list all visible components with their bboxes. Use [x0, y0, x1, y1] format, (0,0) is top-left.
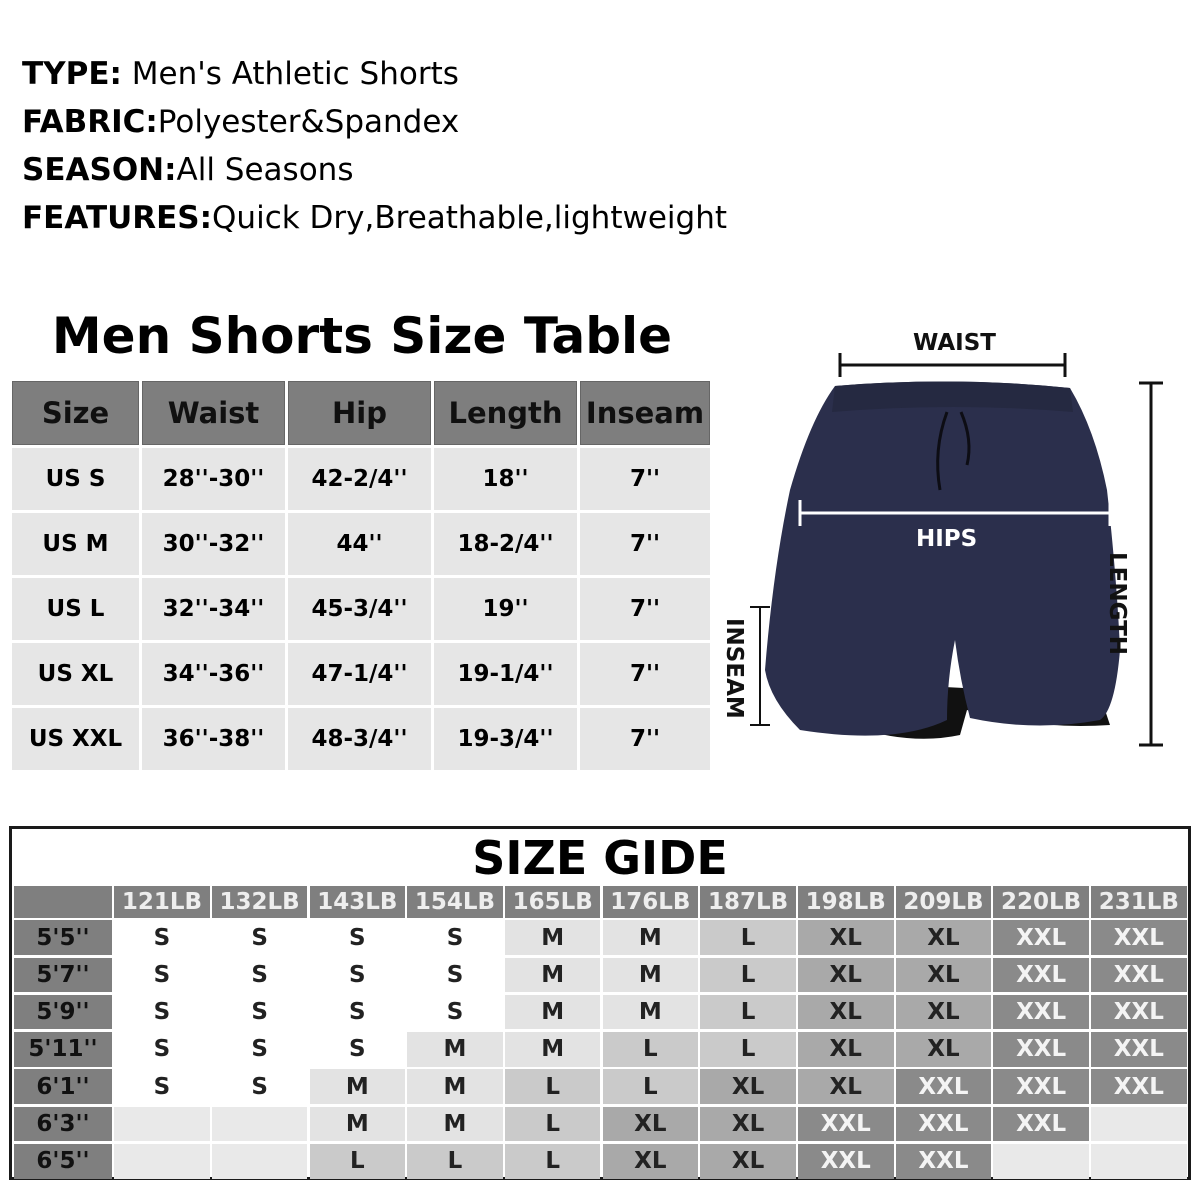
size-guide-cell: XL	[798, 1032, 894, 1067]
size-table-cell: 47-1/4''	[288, 643, 431, 705]
size-guide-cell: XXL	[1091, 1069, 1187, 1104]
size-table-cell: 30''-32''	[142, 513, 285, 575]
size-guide-height-header: 5'5''	[14, 920, 112, 955]
size-guide-cell: S	[212, 958, 308, 993]
info-line-fabric	[22, 102, 782, 150]
size-guide-cell: L	[407, 1144, 503, 1179]
size-table-cell: 7''	[580, 448, 710, 510]
size-guide-cell: L	[700, 920, 796, 955]
size-guide-height-header: 5'9''	[14, 995, 112, 1030]
product-info	[22, 54, 782, 246]
size-guide-height-header: 6'5''	[14, 1144, 112, 1179]
size-guide-cell: L	[700, 995, 796, 1030]
info-line-features	[22, 198, 782, 246]
size-table-cell: 7''	[580, 513, 710, 575]
size-guide-cell: XL	[700, 1069, 796, 1104]
size-guide-cell: L	[700, 958, 796, 993]
size-guide-cell: S	[114, 995, 210, 1030]
size-table-cell: 45-3/4''	[288, 578, 431, 640]
size-guide-cell: M	[603, 920, 699, 955]
size-guide-cell: M	[407, 1107, 503, 1142]
size-table-cell: US M	[12, 513, 139, 575]
length-measure-line	[1139, 383, 1163, 745]
size-table-cell: US XL	[12, 643, 139, 705]
waist-label: WAIST	[913, 330, 996, 356]
size-guide-cell: S	[212, 920, 308, 955]
size-guide-height-header: 5'11''	[14, 1032, 112, 1067]
size-guide-cell: XL	[896, 958, 992, 993]
size-guide-cell: L	[505, 1144, 601, 1179]
size-guide-weight-header: 176LB	[603, 886, 699, 918]
size-guide-cell	[212, 1144, 308, 1179]
size-guide-weight-header: 154LB	[407, 886, 503, 918]
size-table-cell: 19''	[434, 578, 577, 640]
info-value: Men's Athletic Shorts	[121, 56, 459, 92]
size-guide-cell: L	[603, 1032, 699, 1067]
size-guide-weight-header: 143LB	[310, 886, 406, 918]
size-guide-cell: XXL	[993, 1107, 1089, 1142]
size-guide-cell: S	[310, 920, 406, 955]
size-guide-cell: S	[407, 920, 503, 955]
size-table-cell: 7''	[580, 643, 710, 705]
waist-measure-line	[840, 353, 1065, 377]
size-guide-cell: XXL	[896, 1069, 992, 1104]
size-table-cell: 19-1/4''	[434, 643, 577, 705]
size-guide-cell: XL	[700, 1144, 796, 1179]
size-guide-cell: XL	[603, 1107, 699, 1142]
size-guide	[9, 826, 1191, 1180]
size-table-cell: 32''-34''	[142, 578, 285, 640]
info-line-type	[22, 54, 782, 102]
size-table-header: Length	[434, 381, 577, 445]
size-guide-weight-header: 121LB	[114, 886, 210, 918]
size-guide-cell: XXL	[993, 995, 1089, 1030]
size-guide-cell: XL	[798, 920, 894, 955]
size-guide-cell: XXL	[1091, 958, 1187, 993]
size-table-header: Waist	[142, 381, 285, 445]
size-guide-cell: S	[310, 958, 406, 993]
size-guide-cell: S	[310, 1032, 406, 1067]
size-guide-cell	[993, 1144, 1089, 1179]
size-table-cell: 18-2/4''	[434, 513, 577, 575]
size-guide-weight-header: 132LB	[212, 886, 308, 918]
size-guide-cell: XL	[798, 995, 894, 1030]
size-guide-cell: M	[310, 1069, 406, 1104]
length-label: LENGTH	[1104, 552, 1130, 656]
size-table-header: Hip	[288, 381, 431, 445]
info-key: FEATURES:	[22, 200, 213, 236]
shorts-shape	[765, 381, 1120, 735]
size-guide-cell: M	[505, 920, 601, 955]
size-guide-weight-header: 231LB	[1091, 886, 1187, 918]
size-guide-cell: S	[212, 995, 308, 1030]
size-guide-cell: XXL	[993, 958, 1089, 993]
inseam-label: INSEAM	[721, 618, 747, 719]
size-table-cell: 42-2/4''	[288, 448, 431, 510]
size-guide-grid	[12, 886, 1188, 1179]
size-guide-weight-header: 187LB	[700, 886, 796, 918]
size-guide-cell: S	[310, 995, 406, 1030]
size-guide-cell: M	[505, 995, 601, 1030]
size-guide-cell: XXL	[798, 1144, 894, 1179]
size-table-title: Men Shorts Size Table	[51, 307, 673, 365]
size-table-cell: 28''-30''	[142, 448, 285, 510]
size-guide-cell	[114, 1107, 210, 1142]
size-guide-cell: XXL	[1091, 995, 1187, 1030]
size-table-cell: US L	[12, 578, 139, 640]
size-table-header: Inseam	[580, 381, 710, 445]
size-guide-cell: XL	[700, 1107, 796, 1142]
size-table-cell: 7''	[580, 708, 710, 770]
size-guide-cell: L	[310, 1144, 406, 1179]
size-guide-cell: XXL	[1091, 920, 1187, 955]
size-guide-title: SIZE GIDE	[472, 831, 728, 885]
size-guide-cell: L	[700, 1032, 796, 1067]
size-table-cell: 19-3/4''	[434, 708, 577, 770]
size-guide-cell: XL	[896, 1032, 992, 1067]
size-guide-cell: S	[114, 958, 210, 993]
size-guide-cell	[1091, 1107, 1187, 1142]
size-guide-weight-header: 165LB	[505, 886, 601, 918]
size-guide-cell	[114, 1144, 210, 1179]
size-guide-cell: XL	[896, 920, 992, 955]
size-guide-height-header: 6'3''	[14, 1107, 112, 1142]
info-key: FABRIC:	[22, 104, 158, 140]
size-table-cell: 7''	[580, 578, 710, 640]
size-guide-cell: L	[505, 1107, 601, 1142]
size-guide-weight-header: 198LB	[798, 886, 894, 918]
size-table-cell: 36''-38''	[142, 708, 285, 770]
size-guide-cell: S	[114, 1069, 210, 1104]
size-guide-cell: M	[407, 1069, 503, 1104]
info-value: Quick Dry,Breathable,lightweight	[212, 200, 727, 236]
size-guide-height-header: 5'7''	[14, 958, 112, 993]
measurement-diagram	[715, 320, 1200, 760]
size-guide-cell: M	[310, 1107, 406, 1142]
size-guide-cell: XXL	[993, 920, 1089, 955]
size-guide-cell: S	[212, 1069, 308, 1104]
size-guide-cell: XXL	[993, 1032, 1089, 1067]
size-guide-cell: M	[603, 958, 699, 993]
size-table-cell: 18''	[434, 448, 577, 510]
size-table-cell: US S	[12, 448, 139, 510]
size-guide-cell: M	[505, 1032, 601, 1067]
size-guide-weight-header: 209LB	[896, 886, 992, 918]
size-guide-cell: S	[407, 958, 503, 993]
size-guide-cell	[212, 1107, 308, 1142]
size-guide-cell: XXL	[798, 1107, 894, 1142]
size-guide-height-header: 6'1''	[14, 1069, 112, 1104]
size-guide-cell: XXL	[1091, 1032, 1187, 1067]
size-guide-cell: S	[407, 995, 503, 1030]
size-guide-cell: XL	[896, 995, 992, 1030]
size-table-cell: 34''-36''	[142, 643, 285, 705]
size-table-cell: US XXL	[12, 708, 139, 770]
size-guide-cell: XXL	[896, 1107, 992, 1142]
size-table	[12, 381, 710, 770]
size-guide-weight-header: 220LB	[993, 886, 1089, 918]
size-guide-cell: XXL	[993, 1069, 1089, 1104]
hips-label: HIPS	[916, 526, 978, 552]
size-guide-cell: XL	[798, 1069, 894, 1104]
size-guide-cell: XXL	[896, 1144, 992, 1179]
info-key: SEASON:	[22, 152, 177, 188]
size-guide-cell: L	[505, 1069, 601, 1104]
size-guide-cell: XL	[603, 1144, 699, 1179]
size-guide-cell: S	[114, 1032, 210, 1067]
size-guide-cell: M	[505, 958, 601, 993]
size-guide-cell: S	[212, 1032, 308, 1067]
info-key: TYPE:	[22, 56, 122, 92]
size-table-cell: 48-3/4''	[288, 708, 431, 770]
size-guide-cell: XL	[798, 958, 894, 993]
info-line-season	[22, 150, 782, 198]
size-table-cell: 44''	[288, 513, 431, 575]
size-guide-cell: S	[114, 920, 210, 955]
size-guide-cell	[1091, 1144, 1187, 1179]
size-guide-cell: M	[407, 1032, 503, 1067]
size-table-header: Size	[12, 381, 139, 445]
size-guide-cell: L	[603, 1069, 699, 1104]
size-guide-corner	[14, 886, 112, 918]
info-value: Polyester&Spandex	[157, 104, 460, 140]
size-guide-cell: M	[603, 995, 699, 1030]
info-value: All Seasons	[176, 152, 354, 188]
